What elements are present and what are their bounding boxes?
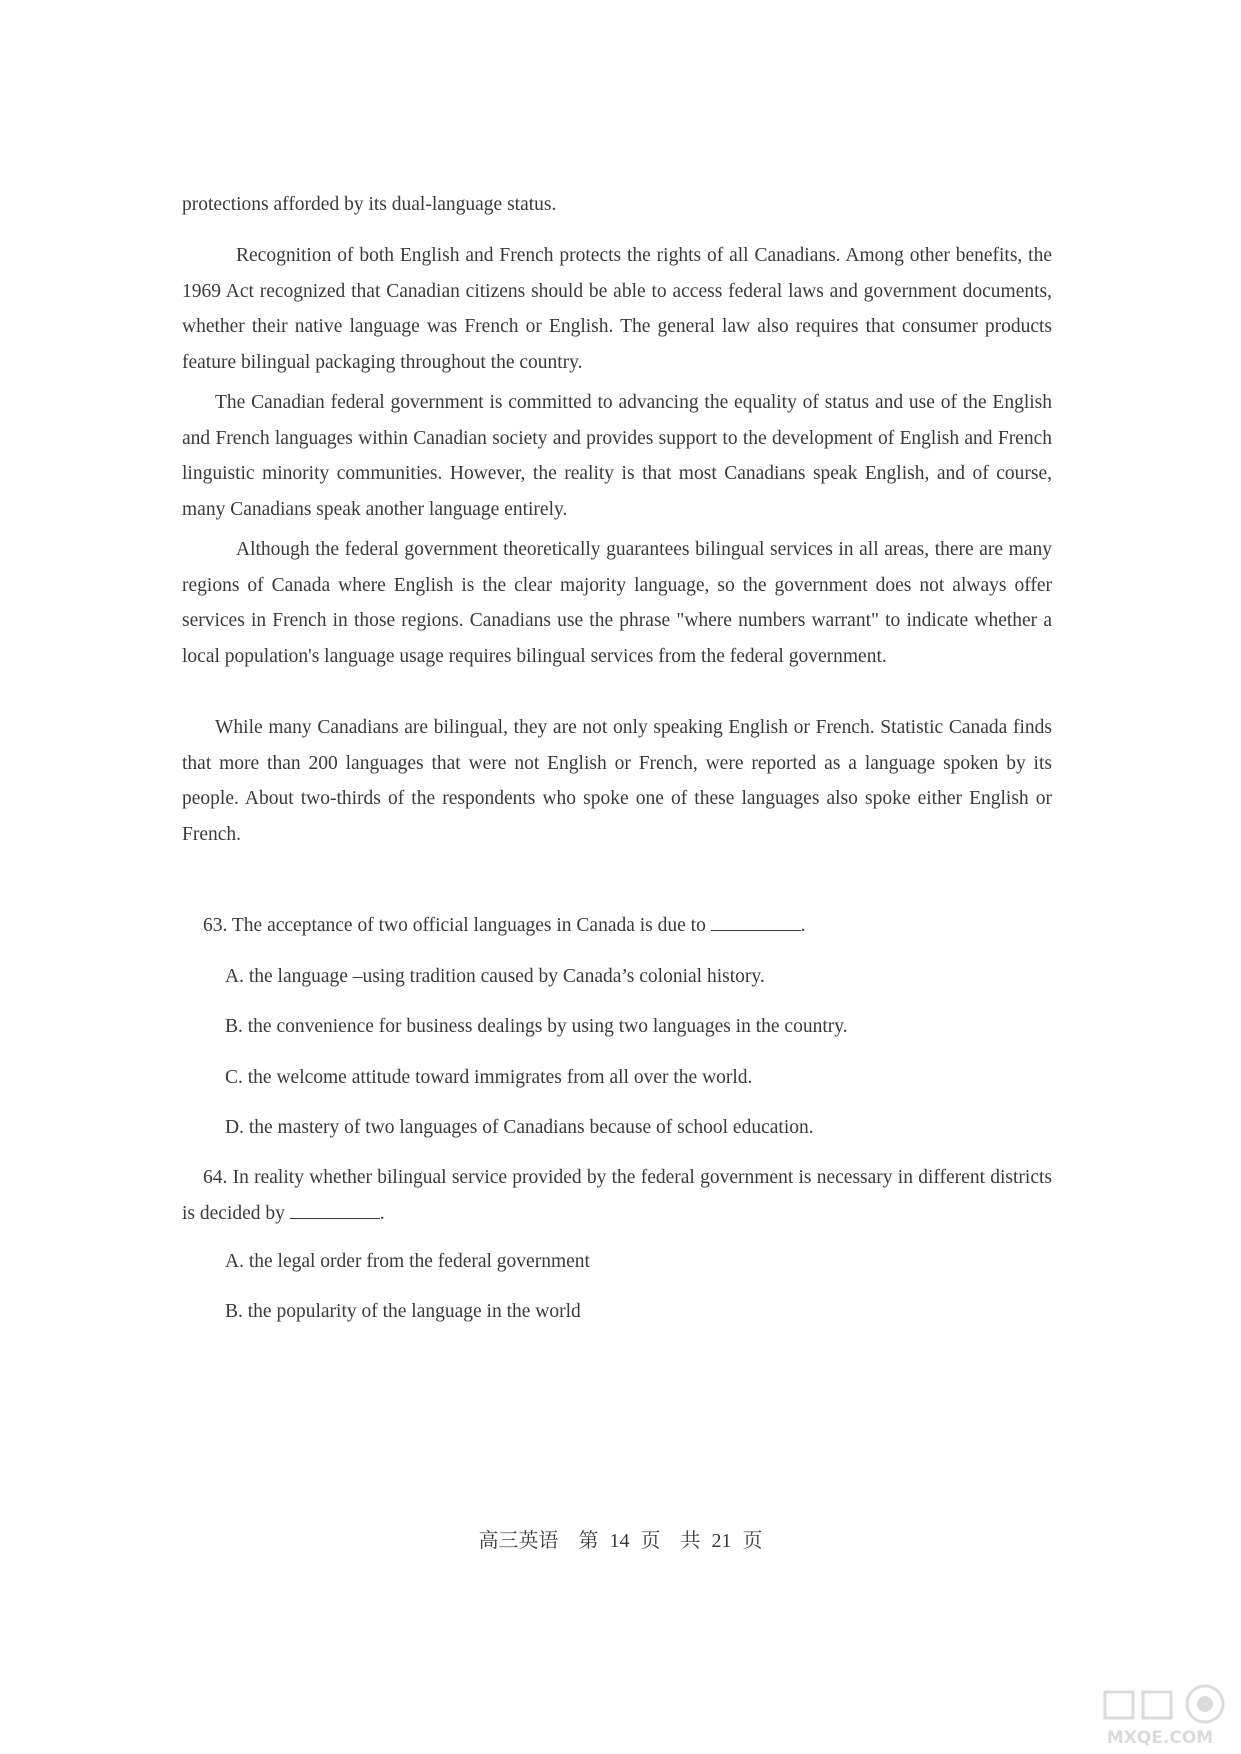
question-63-option-c: C. the welcome attitude toward immigrates from all over the world. — [225, 1067, 753, 1088]
passage-paragraph-5: While many Canadians are bilingual, they are not only speaking English or French. Statistic Canada finds that more than 200 languages that were not English or French, were reported as a language spoken by its people. About two-thirds of the respondents who spoke one of these languages also spoke either English or French. — [182, 717, 1052, 845]
watermark-text: MXQE.COM — [1106, 1728, 1214, 1748]
question-63-stem — [182, 908, 1052, 944]
question-64-option-b: B. the popularity of the language in the world — [225, 1301, 581, 1322]
question-63-option-a: A. the language –using tradition caused by Canada’s colonial history. — [225, 966, 765, 987]
passage-paragraph-2: Recognition of both English and French protects the rights of all Canadians. Among other benefits, the 1969 Act recognized that Canadian citizens should be able to access federal laws and government documents, whether their native language was French or English. The general law also requires that consumer products feature bilingual packaging throughout the country. — [182, 245, 1052, 373]
question-64-stem — [182, 1160, 1052, 1231]
answer-blank-64 — [290, 1200, 380, 1219]
answer-blank-63 — [711, 912, 801, 931]
passage-paragraph-4: Although the federal government theoretically guarantees bilingual services in all areas, there are many regions of Canada where English is the clear majority language, so the government does not always offer services in French in those regions. Canadians use the phrase "where numbers warrant" to indicate whether a local population's language usage requires bilingual services from the federal government. — [182, 539, 1052, 667]
question-63-option-b: B. the convenience for business dealings by using two languages in the country. — [225, 1016, 848, 1037]
watermark-emblem-icon — [1085, 1682, 1235, 1730]
passage-paragraph-continuation: protections afforded by its dual-language status. — [182, 194, 557, 215]
question-64-text: 64. In reality whether bilingual service provided by the federal government is necessary in different districts is decided by — [182, 1167, 1052, 1224]
watermark-logo — [1085, 1682, 1235, 1748]
question-63-option-d: D. the mastery of two languages of Canadians because of school education. — [225, 1117, 814, 1138]
passage-paragraph-3: The Canadian federal government is committed to advancing the equality of status and use of the English and French languages within Canadian society and provides support to the development of English and French linguistic minority communities. However, the reality is that most Canadians speak English, and of course, many Canadians speak another language entirely. — [182, 392, 1052, 520]
question-63-text: 63. The acceptance of two official languages in Canada is due to — [203, 915, 706, 936]
question-64-option-a: A. the legal order from the federal government — [225, 1251, 590, 1272]
page-footer: 高三英语 第 14 页 共 21 页 — [478, 1530, 763, 1552]
question-64-end: . — [379, 1202, 385, 1224]
question-63-end: . — [800, 915, 806, 936]
